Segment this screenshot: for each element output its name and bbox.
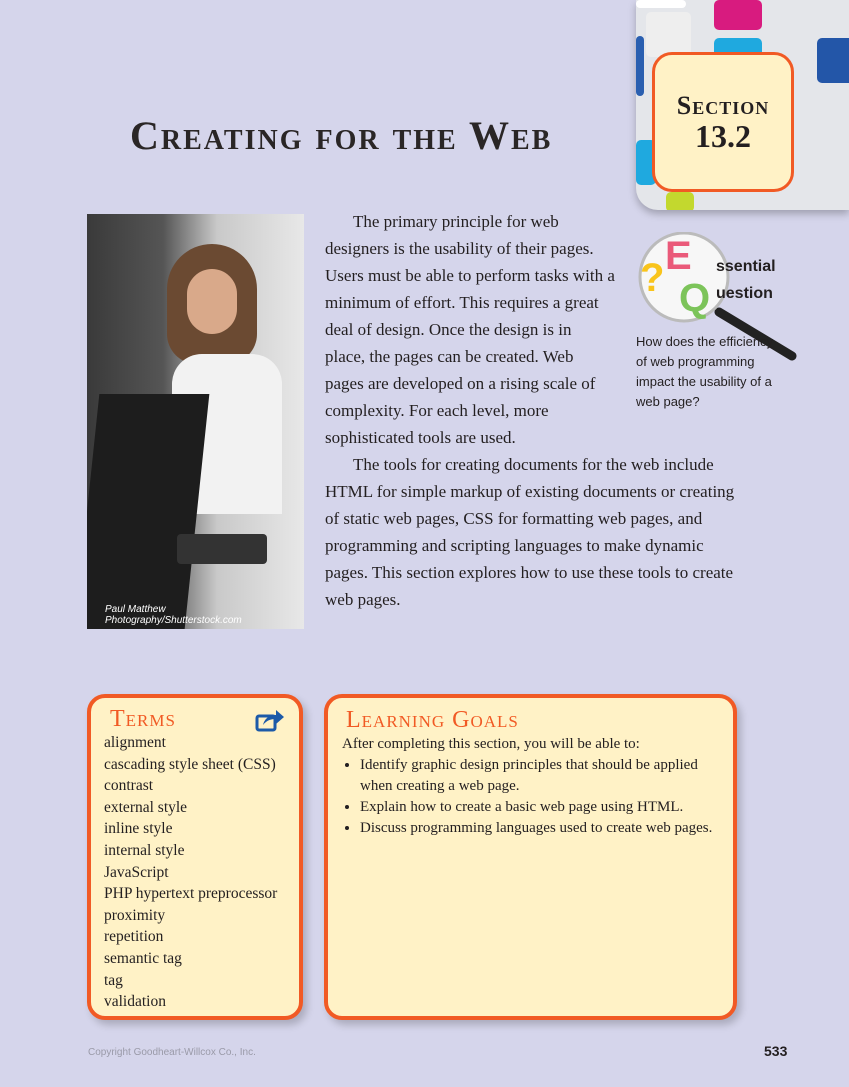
terms-title: Terms [110,706,176,732]
section-number: 13.2 [695,118,751,154]
learning-goals-title: Learning Goals [346,707,519,733]
learning-goals-box [324,694,737,1020]
term-item[interactable]: repetition [104,928,164,946]
term-item[interactable]: validation [104,993,166,1011]
essential-question [634,232,800,432]
eq-logo-question-mark: ? [640,256,665,300]
term-item[interactable]: internal style [104,841,185,859]
body-paragraph-2: The tools for creating documents for the web include HTML for simple markup of existing documents or creating of static web pages, CSS for formatting web pages, and programming and scripting languages to make dynamic pages. This section explores how to use these tools to create web pages. [325,455,735,609]
learning-goal-item: • Identify graphic design principles that should be applied when creating a web page. [360,755,713,797]
photo-credit: Paul Matthew Photography/Shutterstock.com [105,604,242,626]
page-title: Creating for the Web [130,113,553,158]
term-item[interactable]: contrast [104,777,154,795]
term-item[interactable]: proximity [104,906,166,924]
eq-word-question: uestion [716,285,773,302]
term-item[interactable]: alignment [104,734,166,751]
term-item[interactable]: JavaScript [104,863,169,881]
section-label: Section [676,91,770,120]
page-number: 533 [764,1043,788,1059]
body-paragraph-1: The primary principle for web designers is the usability of their pages. Users must be able to perform tasks with a minimum of effort. This requires a great deal of design. Once the design is in place, the pages can be created. Web pages are developed on a rising scale of complexity. For each level, more sophisticated tools are used. [325,212,615,447]
eq-word-essential: ssential [716,258,776,275]
learning-goals-intro: After completing this section, you will be able to: [342,736,640,752]
term-item[interactable]: tag [104,971,123,989]
term-item[interactable]: PHP hypertext preprocessor [104,885,278,903]
eq-logo-e: E [665,234,692,278]
copyright: Copyright Goodheart-Willcox Co., Inc. [88,1047,256,1058]
section-badge [652,52,794,192]
term-item[interactable]: external style [104,798,188,816]
learning-goal-item: • Explain how to create a basic web page using HTML. [360,797,713,818]
term-item[interactable]: semantic tag [104,949,182,967]
share-icon[interactable] [255,708,285,732]
term-item[interactable]: cascading style sheet (CSS) [104,755,276,773]
learning-goal-item: • Discuss programming languages used to create web pages. [360,818,713,839]
terms-box [87,694,303,1020]
eq-question-text: How does the efficiency of web programming impact the usability of a web page? [636,334,774,409]
photo-woman-at-computer [87,214,304,629]
term-item[interactable]: inline style [104,820,173,838]
eq-logo-q: Q [679,276,711,320]
